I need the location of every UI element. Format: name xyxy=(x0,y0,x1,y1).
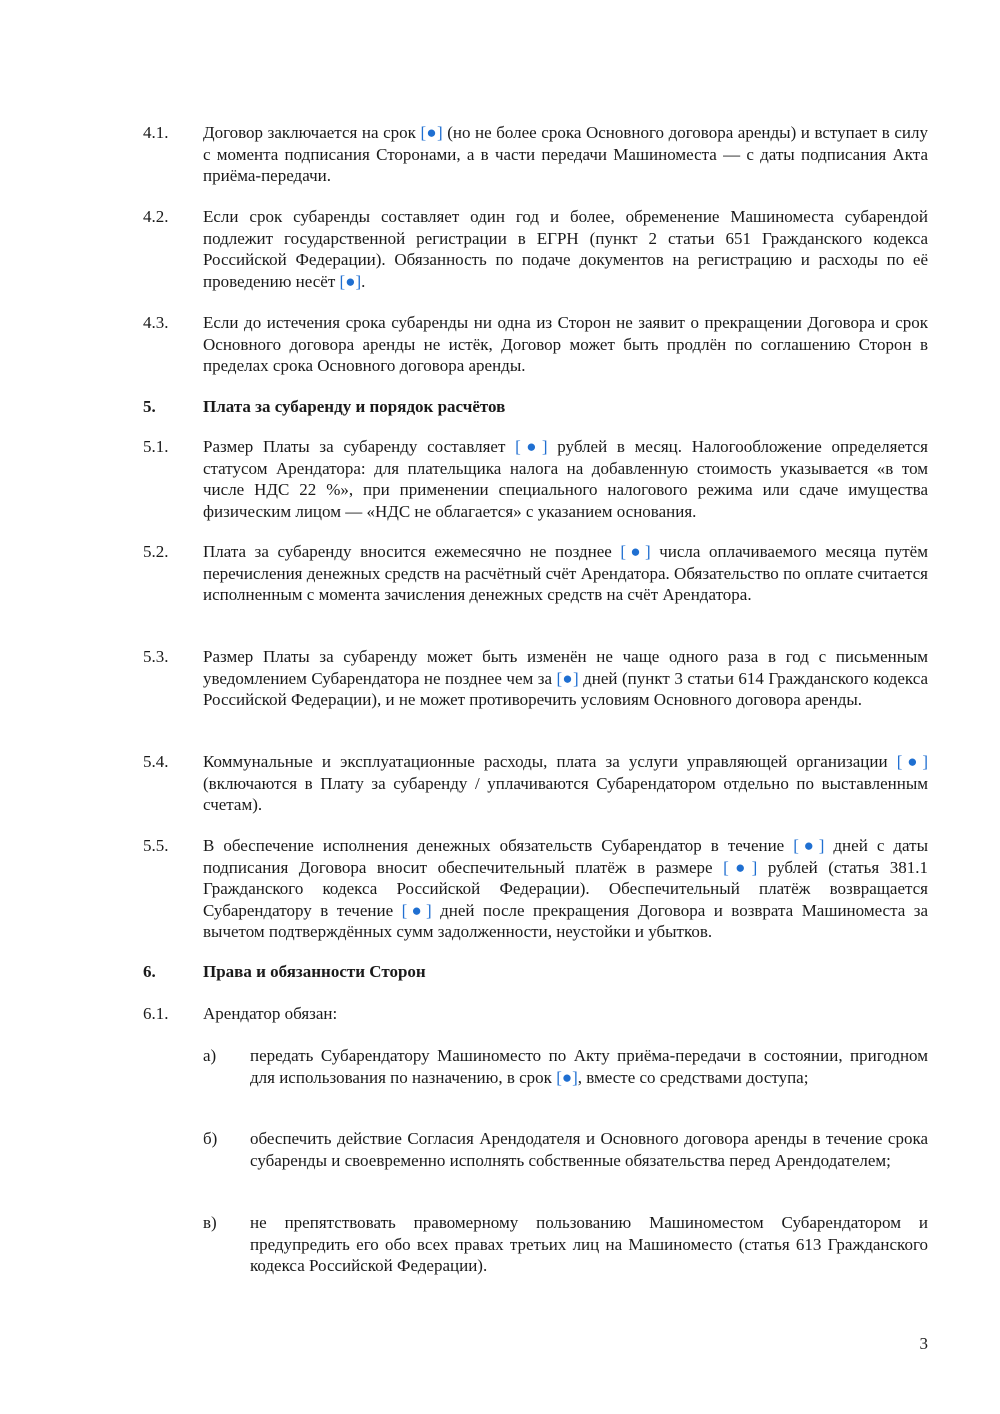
clause-number: 5.1. xyxy=(143,437,169,456)
clause-4-1 xyxy=(143,122,928,187)
clause-number: 4.2. xyxy=(143,207,169,226)
subitem-letter: а) xyxy=(203,1046,217,1065)
placeholder-marker: [●] xyxy=(556,1067,578,1087)
placeholder-marker: [●] xyxy=(420,123,443,142)
clause-text: Арендатор обязан: xyxy=(203,1004,338,1023)
page-number: 3 xyxy=(919,1334,928,1353)
section-title: Плата за субаренду и порядок расчётов xyxy=(203,397,506,416)
subitem-text: передать Субарендатору Машиноместо по Акту приёма-передачи в состоянии, пригодном для использования по назначению, в срок [●], вместе со средствами доступа; xyxy=(250,1046,928,1087)
clause-number: 5.5. xyxy=(143,836,169,855)
clause-text: Если до истечения срока субаренды ни одна из Сторон не заявит о прекращении Договора и срок Основного договора аренды не истёк, Договор может быть продлён по соглашению Сторон в пределах срока Основного договора аренды. xyxy=(203,313,928,375)
placeholder-marker: [●] xyxy=(896,752,928,771)
placeholder-marker: [●] xyxy=(401,900,432,920)
clause-6-1 xyxy=(143,1003,928,1025)
clause-number: 4.1. xyxy=(143,123,169,142)
placeholder-marker: [●] xyxy=(723,857,758,877)
subitem-text: не препятствовать правомерному пользованию Машиноместом Субарендатором и предупредить его обо всех правах третьих лиц на Машиноместо (статья 613 Гражданского кодекса Российской Федерации). xyxy=(250,1213,928,1275)
clause-text: Размер Платы за субаренду составляет [●] рублей в месяц. Налогообложение определяется статусом Арендатора: для плательщика налога на добавленную стоимость указывается «в том числе НДС 22 %», при применении специального налогового режима или сдаче имущества физическим лицом — «НДС не облагается» с указанием основания. xyxy=(203,437,928,521)
subitem-text: обеспечить действие Согласия Арендодателя и Основного договора аренды в течение срока субаренды и своевременно исполнять собственные обязательства перед Арендодателем; xyxy=(250,1129,928,1170)
subitem-v xyxy=(203,1212,928,1277)
placeholder-marker: [●] xyxy=(339,271,362,291)
clause-5-1 xyxy=(143,436,928,522)
clause-text: В обеспечение исполнения денежных обязательств Субарендатор в течение [●] дней с даты подписания Договора вносит обеспечительный платёж в размере [●] рублей (статья 381.1 Гражданского кодекса Российской Федерации). Обеспечительный платёж возвращается Субарендатору в течение [●] дней после прекращения Договора и возврата Машиноместа за вычетом подтверждённых сумм задолженности, неустойки и убытков. xyxy=(203,836,929,941)
clause-text: Плата за субаренду вносится ежемесячно не позднее [●] числа оплачиваемого месяца путём перечисления денежных средств на расчётный счёт Арендатора. Обязательство по оплате считается исполненным с момента зачисления денежных средств на счёт Арендатора. xyxy=(203,542,928,604)
clause-text: Коммунальные и эксплуатационные расходы, плата за услуги управляющей организации [●] (включаются в Плату за субаренду / уплачиваются Субарендатором отдельно по выставленным счетам). xyxy=(203,752,928,814)
clause-text: Размер Платы за субаренду может быть изменён не чаще одного раза в год с письменным уведомлением Субарендатора не позднее чем за [●] дней (пункт 3 статьи 614 Гражданского кодекса Российской Федерации), и не может противоречить условиям Основного договора аренды. xyxy=(203,647,928,709)
clause-5-2 xyxy=(143,541,928,606)
placeholder-marker: [●] xyxy=(556,668,579,688)
section-title: Права и обязанности Сторон xyxy=(203,962,426,981)
clause-5-5 xyxy=(143,835,928,943)
placeholder-marker: [●] xyxy=(515,437,548,456)
clause-5-4 xyxy=(143,751,928,816)
clause-number: 6.1. xyxy=(143,1004,169,1023)
subitem-a xyxy=(203,1045,928,1088)
clause-5-3 xyxy=(143,646,928,711)
clause-text: Договор заключается на срок [●] (но не более срока Основного договора аренды) и вступает в силу с момента подписания Сторонами, а в части передачи Машиноместа — с даты подписания Акта приёма-передачи. xyxy=(203,123,929,185)
subitem-letter: б) xyxy=(203,1129,218,1148)
clause-number: 5.4. xyxy=(143,752,169,771)
clause-4-3 xyxy=(143,312,928,377)
placeholder-marker: [●] xyxy=(793,836,825,855)
placeholder-marker: [●] xyxy=(620,542,651,561)
section-6-heading xyxy=(143,961,928,983)
clause-4-2 xyxy=(143,206,928,292)
section-5-heading xyxy=(143,396,928,418)
subitem-b xyxy=(203,1128,928,1171)
clause-number: 5.2. xyxy=(143,542,169,561)
clause-number: 5.3. xyxy=(143,647,169,666)
clause-number: 4.3. xyxy=(143,313,169,332)
section-number: 6. xyxy=(143,962,156,981)
subitem-letter: в) xyxy=(203,1213,217,1232)
clause-text: Если срок субаренды составляет один год и более, обременение Машиноместа субарендой подлежит государственной регистрации в ЕГРН (пункт 2 статьи 651 Гражданского кодекса Российской Федерации). Обязанность по подаче документов на регистрацию и расходы по её проведению несёт [●]. xyxy=(203,207,928,291)
section-number: 5. xyxy=(143,397,156,416)
